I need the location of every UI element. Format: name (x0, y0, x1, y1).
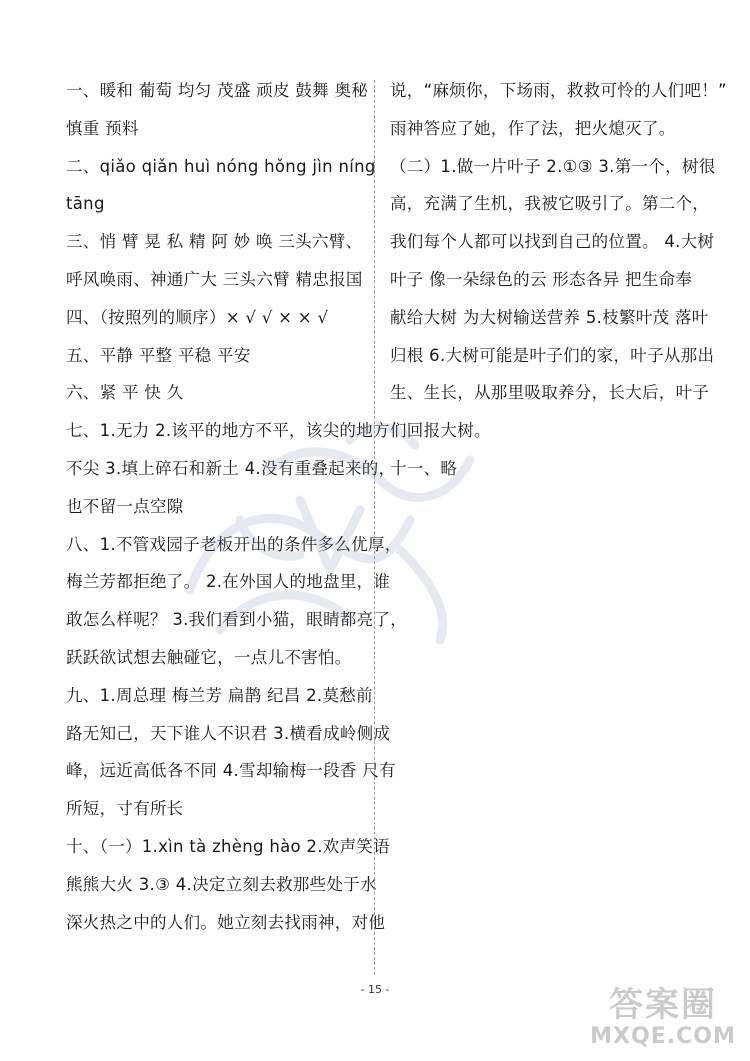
answer-line: 六、紧 平 快 久 (66, 383, 184, 403)
answer-line: 八、1.不管戏园子老板开出的条件多么优厚， (66, 534, 402, 554)
answer-line: 梅兰芳都拒绝了。 2.在外国人的地盘里，谁 (66, 572, 391, 592)
answer-line: 雨神答应了她，作了法，把火熄灭了。 (390, 118, 676, 138)
answer-line: 五、平静 平整 平稳 平安 (66, 345, 251, 365)
answer-line: 跃跃欲试想去触碰它，一点儿不害怕。 (66, 647, 352, 667)
answer-line: 们回报大树。 (390, 421, 491, 441)
page-number: - 15 - (360, 983, 390, 996)
answer-line: 一、暖和 葡萄 均匀 茂盛 顽皮 鼓舞 奥秘 (66, 81, 369, 100)
answer-line: 归根 6.大树可能是叶子们的家，叶子从那出 (390, 345, 715, 365)
answer-line: tāng (66, 194, 105, 214)
answer-line: （二）1.做一片叶子 2.①③ 3.第一个，树很 (390, 156, 716, 176)
right-answer-column (390, 72, 727, 488)
answer-line: 也不留一点空隙 (66, 496, 184, 516)
answer-line: 叶子 像一朵绿色的云 形态各异 把生命奉 (390, 269, 693, 289)
answer-line: 十、（一）1.xìn tà zhèng hào 2.欢声笑语 (66, 836, 390, 856)
answer-line: 四、（按照列的顺序）× √ √ × × √ (66, 307, 329, 327)
answer-line: 我们每个人都可以找到自己的位置。 4.大树 (390, 232, 715, 252)
answer-line: 七、1.无力 2.该平的地方不平，该尖的地方 (66, 421, 390, 441)
column-divider (374, 80, 375, 975)
logo-text-cn: 答案圈 (609, 985, 717, 1025)
answer-line: 说，“麻烦你，下场雨，救救可怜的人们吧！” (390, 81, 727, 100)
answer-line: 二、qiǎo qiǎn huì nóng hǒng jìn níng (66, 156, 376, 176)
answer-line: 高，充满了生机，我被它吸引了。第二个， (390, 194, 710, 214)
answer-line: 所短，寸有所长 (66, 799, 184, 819)
answer-line: 峰，远近高低各不同 4.雪却输梅一段香 尺有 (66, 761, 396, 781)
answer-line: 慎重 预料 (66, 118, 139, 138)
answer-line: 呼风唤雨、神通广大 三头六臂 精忠报国 (66, 269, 363, 289)
answer-line: 熊熊大火 3.③ 4.决定立刻去救那些处于水 (66, 874, 377, 894)
answer-line: 九、1.周总理 梅兰芳 扁鹊 纪昌 2.莫愁前 (66, 685, 373, 705)
answer-line: 深火热之中的人们。她立刻去找雨神，对他 (66, 912, 386, 932)
answer-line: 三、悄 臂 晃 私 精 阿 妙 唤 三头六臂、 (66, 232, 363, 252)
answer-line: 不尖 3.填上碎石和新土 4.没有重叠起来的， (66, 458, 396, 478)
answer-line: 十一、略 (390, 458, 458, 478)
answer-line: 献给大树 为大树输送营养 5.枝繁叶茂 落叶 (390, 307, 709, 327)
left-answer-column (66, 72, 408, 941)
answer-line: 生、生长，从那里吸取养分，长大后，叶子 (390, 383, 710, 403)
answer-line: 敢怎么样呢？ 3.我们看到小猫，眼睛都亮了， (66, 610, 408, 630)
logo-text-en: MXQE.COM (590, 1024, 736, 1049)
site-watermark-logo (588, 985, 738, 1053)
answer-line: 路无知己，天下谁人不识君 3.横看成岭侧成 (66, 723, 391, 743)
